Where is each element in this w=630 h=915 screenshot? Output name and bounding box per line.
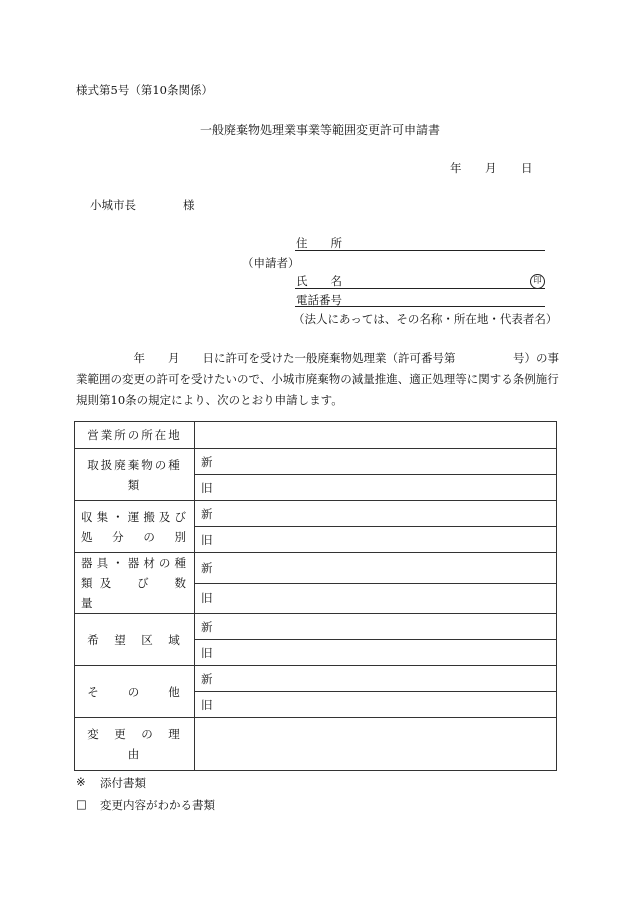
old-label: 旧 — [201, 480, 213, 495]
other-new-cell[interactable] — [195, 666, 557, 692]
equipment-old-cell[interactable] — [195, 583, 557, 614]
document-title: 一般廃棄物処理業事業等範囲変更許可申請書 — [200, 123, 441, 137]
applicant-name-label: 氏 名 — [296, 274, 342, 288]
old-label: 旧 — [201, 697, 213, 712]
equipment-new-cell[interactable] — [195, 553, 557, 584]
table-row — [75, 449, 557, 475]
waste-type-new-cell[interactable] — [195, 449, 557, 475]
attachment-checkbox[interactable]: □ — [76, 797, 87, 811]
new-label: 新 — [201, 671, 213, 686]
collection-new-cell[interactable] — [195, 501, 557, 527]
row-label-waste-type: 取扱廃棄物の種類 — [75, 449, 195, 501]
new-label: 新 — [201, 454, 213, 469]
row-label-other: そ の 他 — [75, 666, 195, 718]
new-label: 新 — [201, 560, 213, 575]
area-new-cell[interactable] — [195, 614, 557, 640]
applicant-address-label: 住 所 — [296, 236, 342, 250]
applicant-note: （法人にあっては、その名称・所在地・代表者名） — [293, 312, 558, 326]
value-office-location[interactable] — [195, 422, 557, 449]
attachments-heading: 添付書類 — [100, 776, 146, 790]
old-label: 旧 — [201, 532, 213, 547]
table-row — [75, 501, 557, 527]
addressee-honorific: 様 — [183, 198, 195, 212]
seal-mark: 印 — [530, 274, 545, 289]
applicant-phone-label: 電話番号 — [296, 293, 342, 307]
table-row — [75, 422, 557, 449]
form-number: 様式第5号（第10条関係） — [76, 83, 213, 97]
date-month: 月 — [485, 161, 497, 175]
addressee-name: 小城市長 — [90, 198, 136, 212]
row-label-change-reason: 変 更 の 理 由 — [75, 718, 195, 771]
applicant-name-line — [295, 288, 545, 289]
new-label: 新 — [201, 506, 213, 521]
new-label: 新 — [201, 619, 213, 634]
table-row — [75, 718, 557, 771]
attachment-item: 変更内容がわかる書類 — [100, 798, 215, 812]
table-row — [75, 614, 557, 640]
row-label-collection-disposal: 収集・運搬及び処 分 の 別 — [75, 501, 195, 553]
row-label-equipment: 器具・器材の種類及 び 数 量 — [75, 553, 195, 614]
table-row — [75, 666, 557, 692]
applicant-label: （申請者） — [242, 256, 300, 270]
row-label-office-location: 営業所の所在地 — [75, 422, 195, 449]
application-paragraph: 年 月 日に許可を受けた一般廃棄物処理業（許可番号第 号）の事業範囲の変更の許可を受けたいので、小城市廃棄物の減量推進、適正処理等に関する条例施行規則第10条の規定により、次のとおり申請します。 — [76, 351, 559, 407]
old-label: 旧 — [201, 645, 213, 660]
applicant-phone-line — [295, 306, 545, 307]
row-label-desired-area: 希 望 区 域 — [75, 614, 195, 666]
value-change-reason[interactable] — [195, 718, 557, 771]
application-table — [74, 421, 557, 771]
old-label: 旧 — [201, 591, 213, 606]
date-year: 年 — [450, 161, 462, 175]
other-old-cell[interactable] — [195, 692, 557, 718]
applicant-address-line — [295, 250, 545, 251]
attachments-mark: ※ — [76, 775, 86, 789]
table-row — [75, 553, 557, 584]
date-day: 日 — [521, 161, 533, 175]
collection-old-cell[interactable] — [195, 527, 557, 553]
area-old-cell[interactable] — [195, 640, 557, 666]
waste-type-old-cell[interactable] — [195, 475, 557, 501]
